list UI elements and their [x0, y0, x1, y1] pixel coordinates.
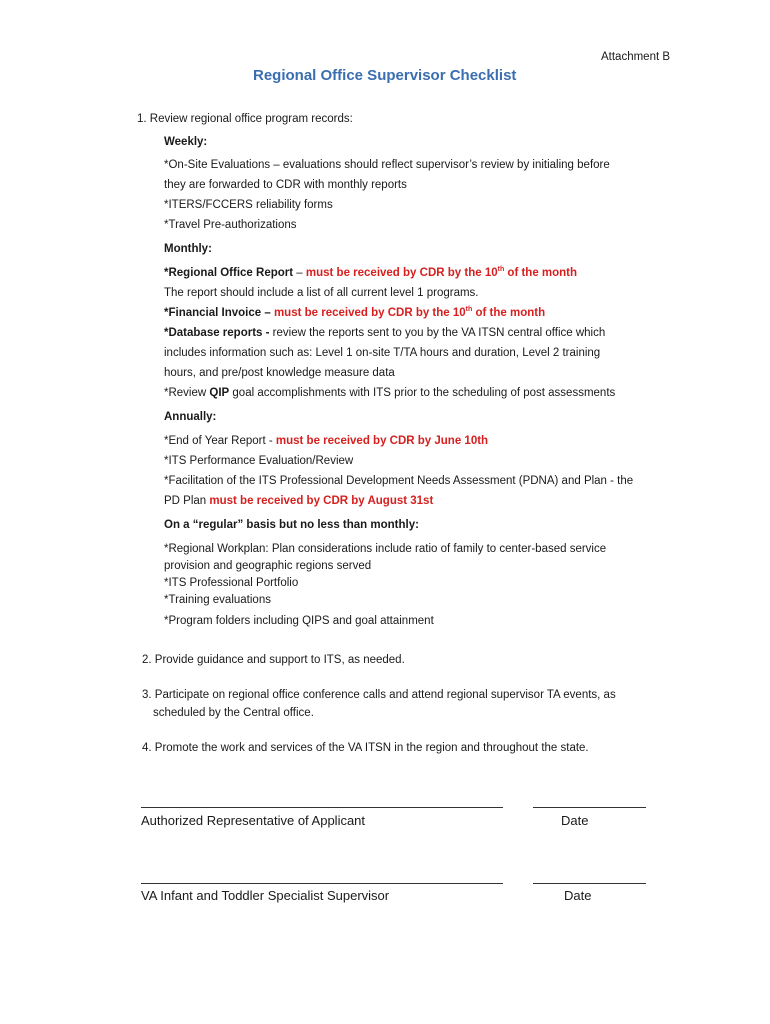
- date-label-applicant: Date: [561, 813, 589, 828]
- regular-line-3: *ITS Professional Portfolio: [164, 577, 299, 589]
- review-qip-prefix: *Review: [164, 387, 210, 399]
- signature-line-supervisor: [141, 883, 503, 884]
- pdna-line: *Facilitation of the ITS Professional Development Needs Assessment (PDNA) and Plan - the: [164, 475, 634, 487]
- financial-invoice-deadline-end: of the month: [472, 307, 546, 319]
- end-of-year-deadline: must be received by CDR by June 10th: [275, 435, 489, 447]
- pd-plan-line: [164, 494, 433, 508]
- database-reports-label: *Database reports -: [164, 327, 270, 339]
- date-line-applicant: [533, 807, 646, 808]
- signature-line-applicant: [141, 807, 503, 808]
- end-of-year-label: *End of Year Report -: [164, 435, 276, 447]
- database-reports-text: review the reports sent to you by the VA ITSN central office which: [269, 327, 606, 339]
- monthly-heading: Monthly:: [164, 243, 212, 255]
- item-2: 2. Provide guidance and support to ITS, as needed.: [142, 654, 405, 666]
- review-qip-term: QIP: [209, 387, 230, 399]
- end-of-year-line: [164, 434, 488, 448]
- regional-office-report-deadline: must be received by CDR by the 10: [305, 267, 498, 279]
- regional-office-report-deadline-end: of the month: [504, 267, 578, 279]
- page-title: Regional Office Supervisor Checklist: [253, 67, 517, 84]
- attachment-label: Attachment B: [601, 51, 671, 63]
- regular-line-2: provision and geographic regions served: [164, 560, 372, 572]
- financial-invoice-deadline: must be received by CDR by the 10: [273, 307, 466, 319]
- financial-invoice-label: *Financial Invoice –: [164, 307, 274, 319]
- regional-office-report-desc: The report should include a list of all current level 1 programs.: [164, 287, 479, 299]
- pd-plan-deadline: must be received by CDR by August 31st: [209, 495, 434, 507]
- weekly-line-4: *Travel Pre-authorizations: [164, 219, 297, 231]
- database-reports-line-2: includes information such as: Level 1 on-site T/TA hours and duration, Level 2 training: [164, 347, 601, 359]
- financial-invoice-sup: th: [465, 306, 473, 314]
- date-line-supervisor: [533, 883, 646, 884]
- signature-label-supervisor: VA Infant and Toddler Specialist Supervisor: [141, 888, 390, 903]
- regular-line-4: *Training evaluations: [164, 594, 271, 606]
- item-4: 4. Promote the work and services of the VA ITSN in the region and throughout the state.: [142, 742, 589, 754]
- weekly-heading: Weekly:: [164, 136, 208, 148]
- item-1-intro: 1. Review regional office program records:: [137, 113, 353, 125]
- database-reports-line-3: hours, and pre/post knowledge measure data: [164, 367, 395, 379]
- pd-plan-label: PD Plan: [164, 495, 210, 507]
- date-label-supervisor: Date: [564, 888, 592, 903]
- regular-heading: On a “regular” basis but no less than monthly:: [164, 519, 419, 531]
- regional-office-report-line: [164, 266, 577, 280]
- regular-line-5: *Program folders including QIPS and goal attainment: [164, 615, 434, 627]
- weekly-line-2: they are forwarded to CDR with monthly reports: [164, 179, 407, 191]
- financial-invoice-line: [164, 306, 545, 320]
- signature-label-applicant: Authorized Representative of Applicant: [141, 813, 366, 828]
- database-reports-line: [164, 326, 605, 340]
- regional-office-report-label: *Regional Office Report: [164, 267, 294, 279]
- review-qip-line: [164, 386, 615, 400]
- weekly-line-1: *On-Site Evaluations – evaluations should reflect supervisor’s review by initialing before: [164, 159, 610, 171]
- review-qip-text: goal accomplishments with ITS prior to the scheduling of post assessments: [229, 387, 616, 399]
- regional-office-report-dash: –: [293, 267, 306, 279]
- item-3-line-2: scheduled by the Central office.: [153, 707, 314, 719]
- item-3-line-1: 3. Participate on regional office conference calls and attend regional supervisor TA events, as: [142, 689, 616, 701]
- weekly-line-3: *ITERS/FCCERS reliability forms: [164, 199, 333, 211]
- its-performance-line: *ITS Performance Evaluation/Review: [164, 455, 354, 467]
- regular-line-1: *Regional Workplan: Plan considerations include ratio of family to center-based service: [164, 543, 607, 555]
- annually-heading: Annually:: [164, 411, 217, 423]
- regional-office-report-sup: th: [497, 266, 505, 274]
